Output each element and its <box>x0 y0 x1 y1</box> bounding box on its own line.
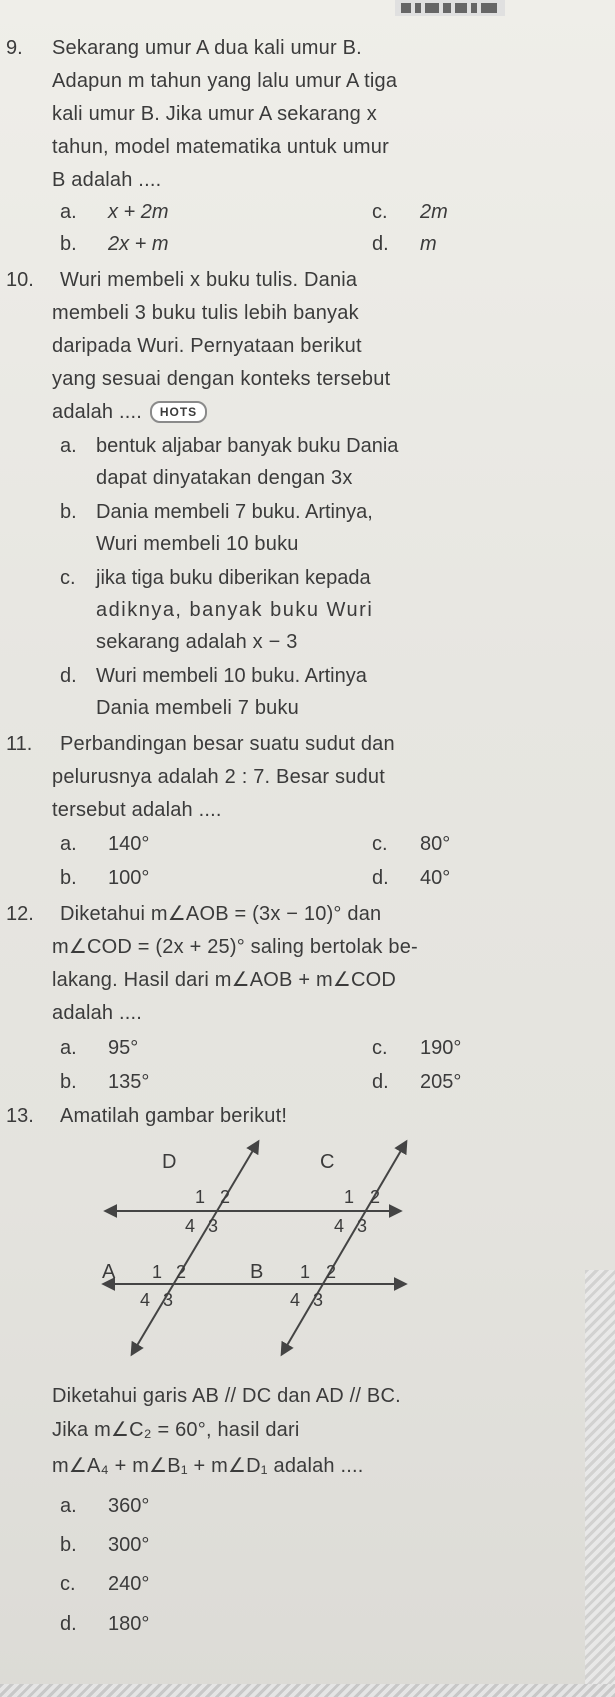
label-a: A <box>102 1261 116 1283</box>
question-text: Diketahui m∠AOB = (3x − 10)° dan <box>60 903 382 925</box>
question-number: 10. <box>6 269 34 291</box>
option-text: 100° <box>108 867 150 889</box>
angle-a2: 2 <box>176 1262 187 1282</box>
question-text: Jika m∠C₂ = 60°, hasil dari <box>52 1419 300 1441</box>
question-number: 11. <box>6 733 33 755</box>
option-text: jika tiga buku diberikan kepada <box>96 567 371 589</box>
option-c[interactable] <box>60 1572 149 1596</box>
question-text: Perbandingan besar suatu sudut dan <box>60 733 395 755</box>
option-text: 40° <box>420 867 451 889</box>
question-text: pelurusnya adalah 2 : 7. Besar sudut <box>52 766 385 788</box>
question-text: m∠COD = (2x + 25)° saling bertolak be- <box>52 936 418 958</box>
page-bottom-pattern <box>0 1684 615 1697</box>
angle-b1: 1 <box>300 1262 311 1282</box>
angle-c2: 2 <box>370 1187 381 1207</box>
question-text: Sekarang umur A dua kali umur B. <box>52 37 362 59</box>
option-a[interactable] <box>60 200 169 224</box>
angle-c3: 3 <box>357 1216 368 1236</box>
option-letter: c. <box>372 833 388 855</box>
angle-b4: 4 <box>290 1290 301 1310</box>
option-text: bentuk aljabar banyak buku Dania <box>96 435 399 457</box>
question-text: m∠A₄ + m∠B₁ + m∠D₁ adalah .... <box>52 1455 364 1477</box>
option-text: 360° <box>108 1495 150 1517</box>
line-ad <box>132 1142 258 1354</box>
option-text: m <box>420 233 437 255</box>
question-number: 12. <box>6 903 34 925</box>
option-b[interactable] <box>60 500 373 524</box>
option-letter: a. <box>60 435 77 457</box>
question-text-tail: adalah .... <box>52 401 143 423</box>
label-c: C <box>320 1151 335 1173</box>
hots-badge: HOTS <box>150 401 207 423</box>
option-b[interactable] <box>60 866 149 890</box>
option-letter: a. <box>60 833 77 855</box>
qr-code-mark <box>395 0 505 16</box>
option-a[interactable] <box>60 1036 138 1060</box>
question-text: B adalah .... <box>52 169 162 191</box>
question-text: Adapun m tahun yang lalu umur A tiga <box>52 70 398 92</box>
question-number: 9. <box>6 37 23 59</box>
option-text-cont: sekarang adalah x − 3 <box>96 631 298 653</box>
option-text: 2m <box>420 201 448 223</box>
option-text: 135° <box>108 1071 150 1093</box>
option-text-cont: Dania membeli 7 buku <box>96 697 299 719</box>
option-letter: a. <box>60 201 77 223</box>
option-text: x + 2m <box>108 201 169 223</box>
option-text: 205° <box>420 1071 462 1093</box>
option-c[interactable] <box>372 200 448 224</box>
option-c[interactable] <box>372 1036 461 1060</box>
option-letter: b. <box>60 501 77 523</box>
option-text: 300° <box>108 1534 150 1556</box>
question-text <box>52 400 207 424</box>
option-text: 80° <box>420 833 451 855</box>
option-letter: a. <box>60 1037 77 1059</box>
option-letter: d. <box>372 233 389 255</box>
question-text: daripada Wuri. Pernyataan berikut <box>52 335 362 357</box>
question-text: tahun, model matematika untuk umur <box>52 136 389 158</box>
option-letter: c. <box>60 1573 76 1595</box>
option-b[interactable] <box>60 1533 149 1557</box>
option-text: 2x + m <box>108 233 169 255</box>
option-b[interactable] <box>60 1070 149 1094</box>
angle-d1: 1 <box>195 1187 206 1207</box>
label-b: B <box>250 1261 264 1283</box>
angle-d4: 4 <box>185 1216 196 1236</box>
option-a[interactable] <box>60 832 149 856</box>
angle-a4: 4 <box>140 1290 151 1310</box>
option-d[interactable] <box>372 866 450 890</box>
option-d[interactable] <box>60 1612 149 1636</box>
question-number: 13. <box>6 1105 34 1127</box>
question-text: adalah .... <box>52 1002 143 1024</box>
question-text: tersebut adalah .... <box>52 799 222 821</box>
option-letter: a. <box>60 1495 77 1517</box>
label-d: D <box>162 1151 177 1173</box>
option-text: Dania membeli 7 buku. Artinya, <box>96 501 373 523</box>
question-text: lakang. Hasil dari m∠AOB + m∠COD <box>52 969 397 991</box>
angle-c4: 4 <box>334 1216 345 1236</box>
question-text: kali umur B. Jika umur A sekarang x <box>52 103 377 125</box>
question-text: membeli 3 buku tulis lebih banyak <box>52 302 359 324</box>
option-text: 140° <box>108 833 150 855</box>
option-letter: d. <box>372 1071 389 1093</box>
option-letter: b. <box>60 1071 77 1093</box>
option-letter: d. <box>372 867 389 889</box>
option-a[interactable] <box>60 1494 149 1518</box>
line-bc <box>282 1142 406 1354</box>
option-letter: c. <box>372 1037 388 1059</box>
angle-a1: 1 <box>152 1262 163 1282</box>
option-text: 95° <box>108 1037 139 1059</box>
option-letter: d. <box>60 1613 77 1635</box>
option-d[interactable] <box>372 1070 461 1094</box>
option-text: Wuri membeli 10 buku. Artinya <box>96 665 367 687</box>
option-text-cont: dapat dinyatakan dengan 3x <box>96 467 353 489</box>
option-b[interactable] <box>60 232 169 256</box>
option-letter: b. <box>60 867 77 889</box>
option-text: 240° <box>108 1573 150 1595</box>
option-letter: b. <box>60 1534 77 1556</box>
option-text: 190° <box>420 1037 462 1059</box>
parallel-lines-figure <box>100 1138 420 1368</box>
option-letter: b. <box>60 233 77 255</box>
option-c[interactable] <box>372 832 450 856</box>
angle-b3: 3 <box>313 1290 324 1310</box>
angle-b2: 2 <box>326 1262 337 1282</box>
question-text: Wuri membeli x buku tulis. Dania <box>60 269 358 291</box>
option-letter: c. <box>372 201 388 223</box>
option-letter: c. <box>60 567 76 589</box>
angle-d3: 3 <box>208 1216 219 1236</box>
page-edge-pattern <box>585 1270 615 1697</box>
option-text: 180° <box>108 1613 150 1635</box>
option-a[interactable] <box>60 434 398 458</box>
option-text-cont: Wuri membeli 10 buku <box>96 533 299 555</box>
question-text: Amatilah gambar berikut! <box>60 1105 288 1127</box>
option-d[interactable] <box>372 232 437 256</box>
angle-d2: 2 <box>220 1187 231 1207</box>
question-text: Diketahui garis AB // DC dan AD // BC. <box>52 1385 401 1407</box>
angle-c1: 1 <box>344 1187 355 1207</box>
angle-a3: 3 <box>163 1290 174 1310</box>
question-text: yang sesuai dengan konteks tersebut <box>52 368 391 390</box>
option-text-cont: adiknya, banyak buku Wuri <box>96 599 374 621</box>
option-letter: d. <box>60 665 77 687</box>
option-d[interactable] <box>60 664 367 688</box>
option-c[interactable] <box>60 566 371 590</box>
